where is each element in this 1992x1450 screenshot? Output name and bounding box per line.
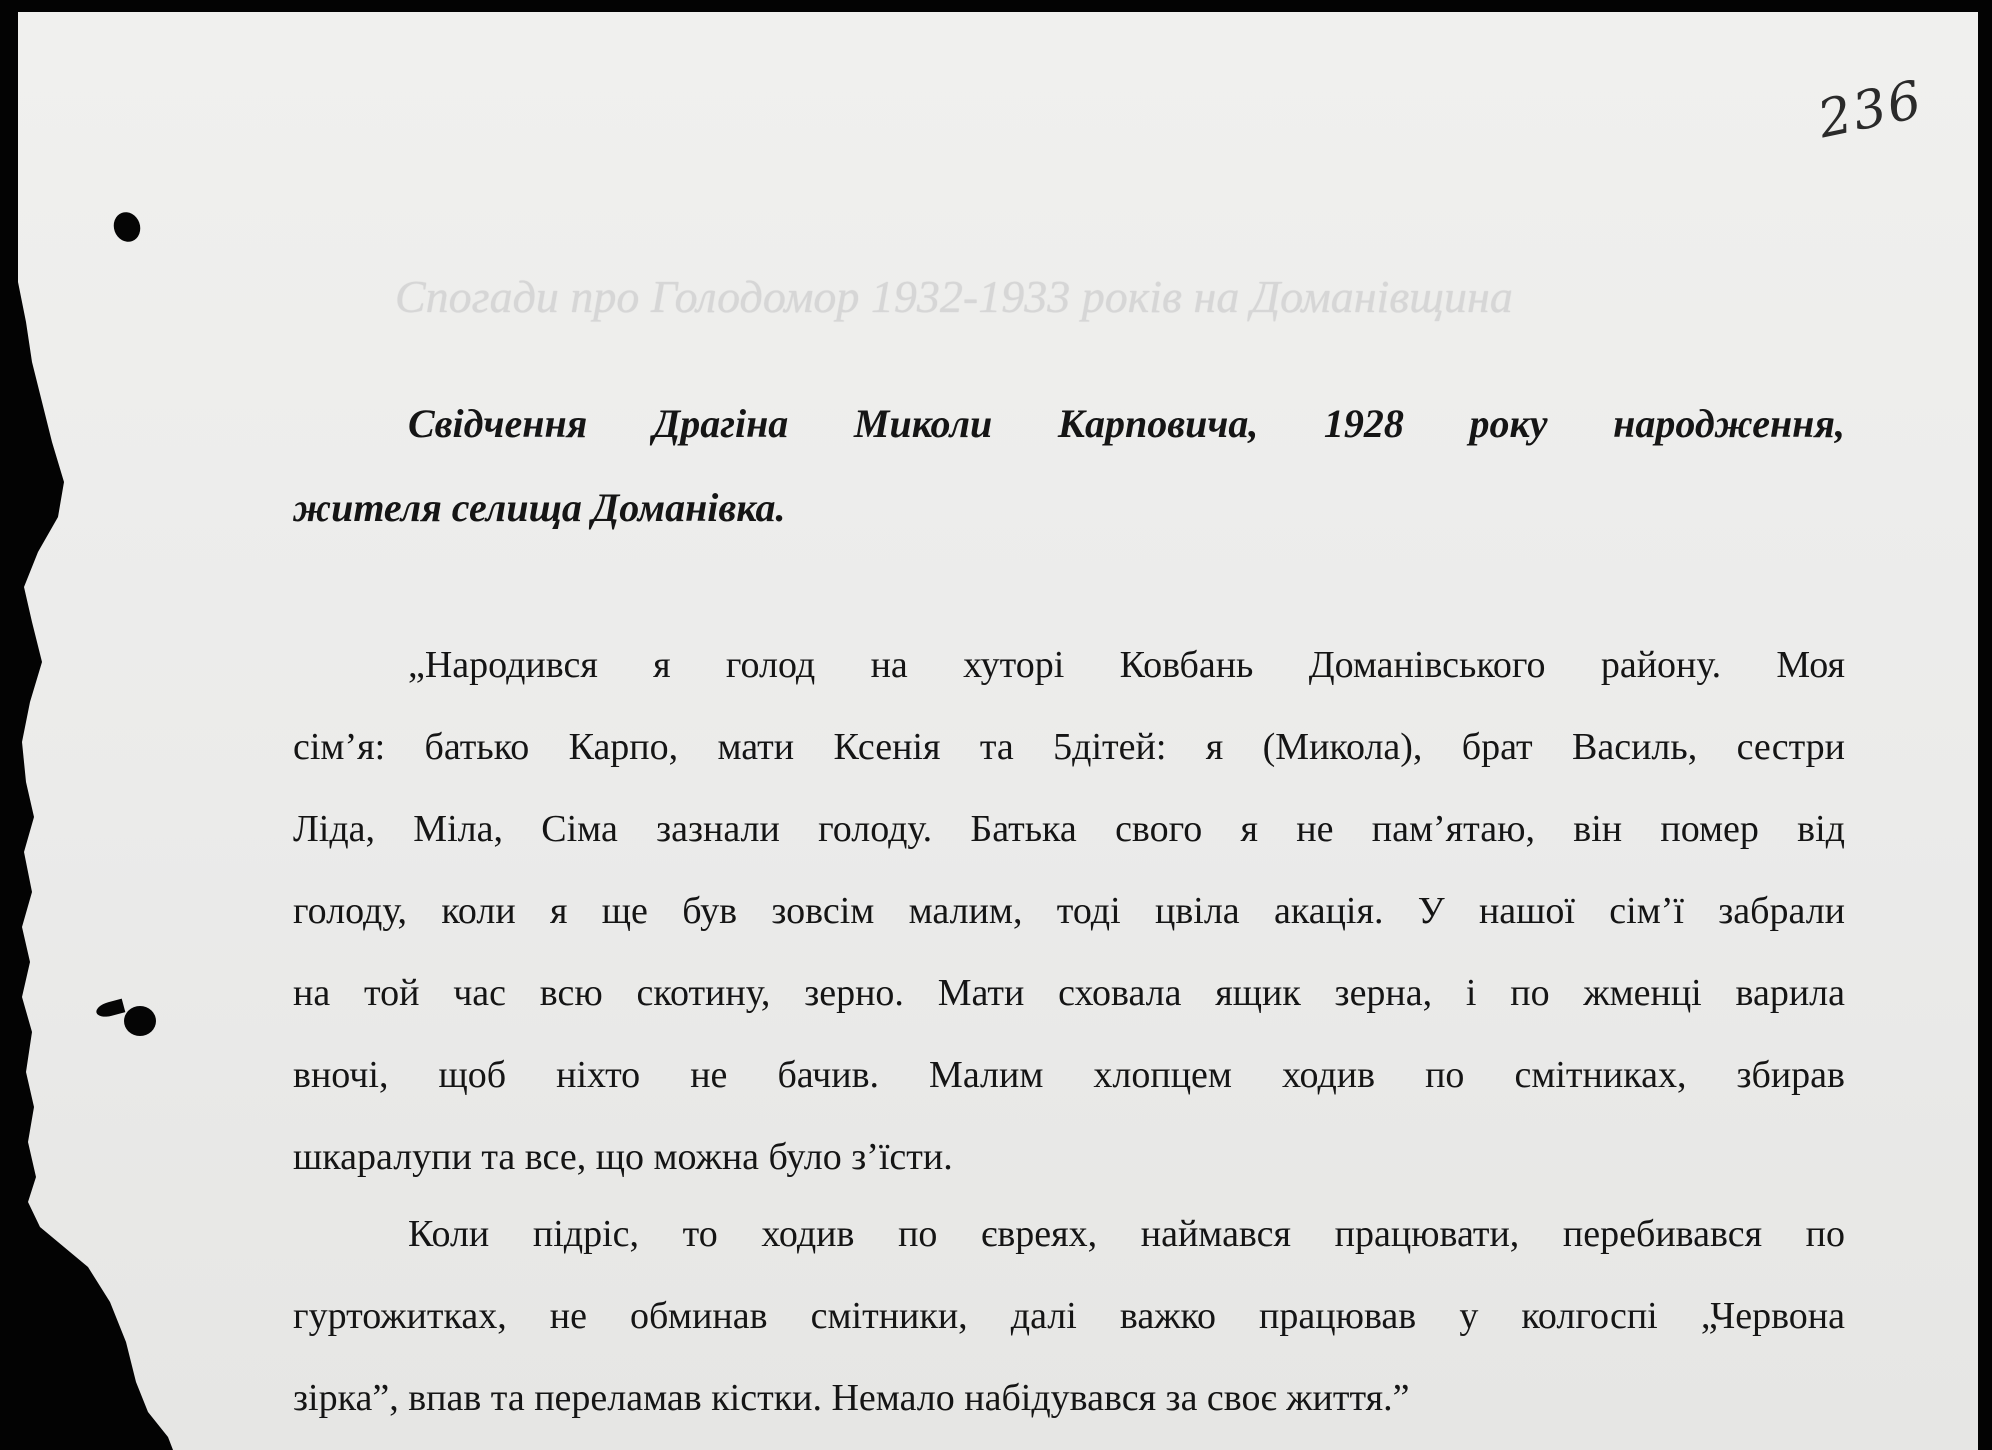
paragraph-1-line-6: вночі, щоб ніхто не бачив. Малим хлопцем ходив по смітниках, збирав xyxy=(293,1054,1845,1096)
paragraph-1-line-4: голоду, коли я ще був зовсім малим, тоді цвіла акація. У нашої сім’ї забрали xyxy=(293,890,1845,932)
handwritten-page-number: 236 xyxy=(1812,69,1929,151)
paragraph-1-line-3: Ліда, Міла, Сіма зазнали голоду. Батька свого я не пам’ятаю, він помер від xyxy=(293,808,1845,850)
paragraph-2-line-1: Коли підріс, то ходив по євреях, наймався працювати, перебивався по xyxy=(408,1213,1845,1255)
paragraph-1-line-5: на той час всю скотину, зерно. Мати сховала ящик зерна, і по жменці варила xyxy=(293,972,1845,1014)
punch-hole-bottom xyxy=(124,1006,156,1036)
paragraph-1-line-2: сім’я: батько Карпо, мати Ксенія та 5дітей: я (Микола), брат Василь, сестри xyxy=(293,726,1845,768)
document-title: Спогади про Голодомор 1932-1933 років на Доманівщина xyxy=(395,271,1513,322)
heading-line-2: жителя селища Доманівка. xyxy=(293,485,786,530)
paragraph-2-line-3: зірка”, впав та переламав кістки. Немало набідувався за своє життя.” xyxy=(293,1377,1410,1419)
paragraph-2-line-2: гуртожитках, не обминав смітники, далі важко працював у колгоспі „Червона xyxy=(293,1295,1845,1337)
heading-line-1: Свідчення Драгіна Миколи Карповича, 1928 року народження, xyxy=(408,401,1845,446)
paragraph-1-line-7: шкаралупи та все, що можна було з’їсти. xyxy=(293,1136,953,1178)
paragraph-1-line-1: „Народився я голод на хуторі Ковбань Доманівського району. Моя xyxy=(408,644,1845,686)
